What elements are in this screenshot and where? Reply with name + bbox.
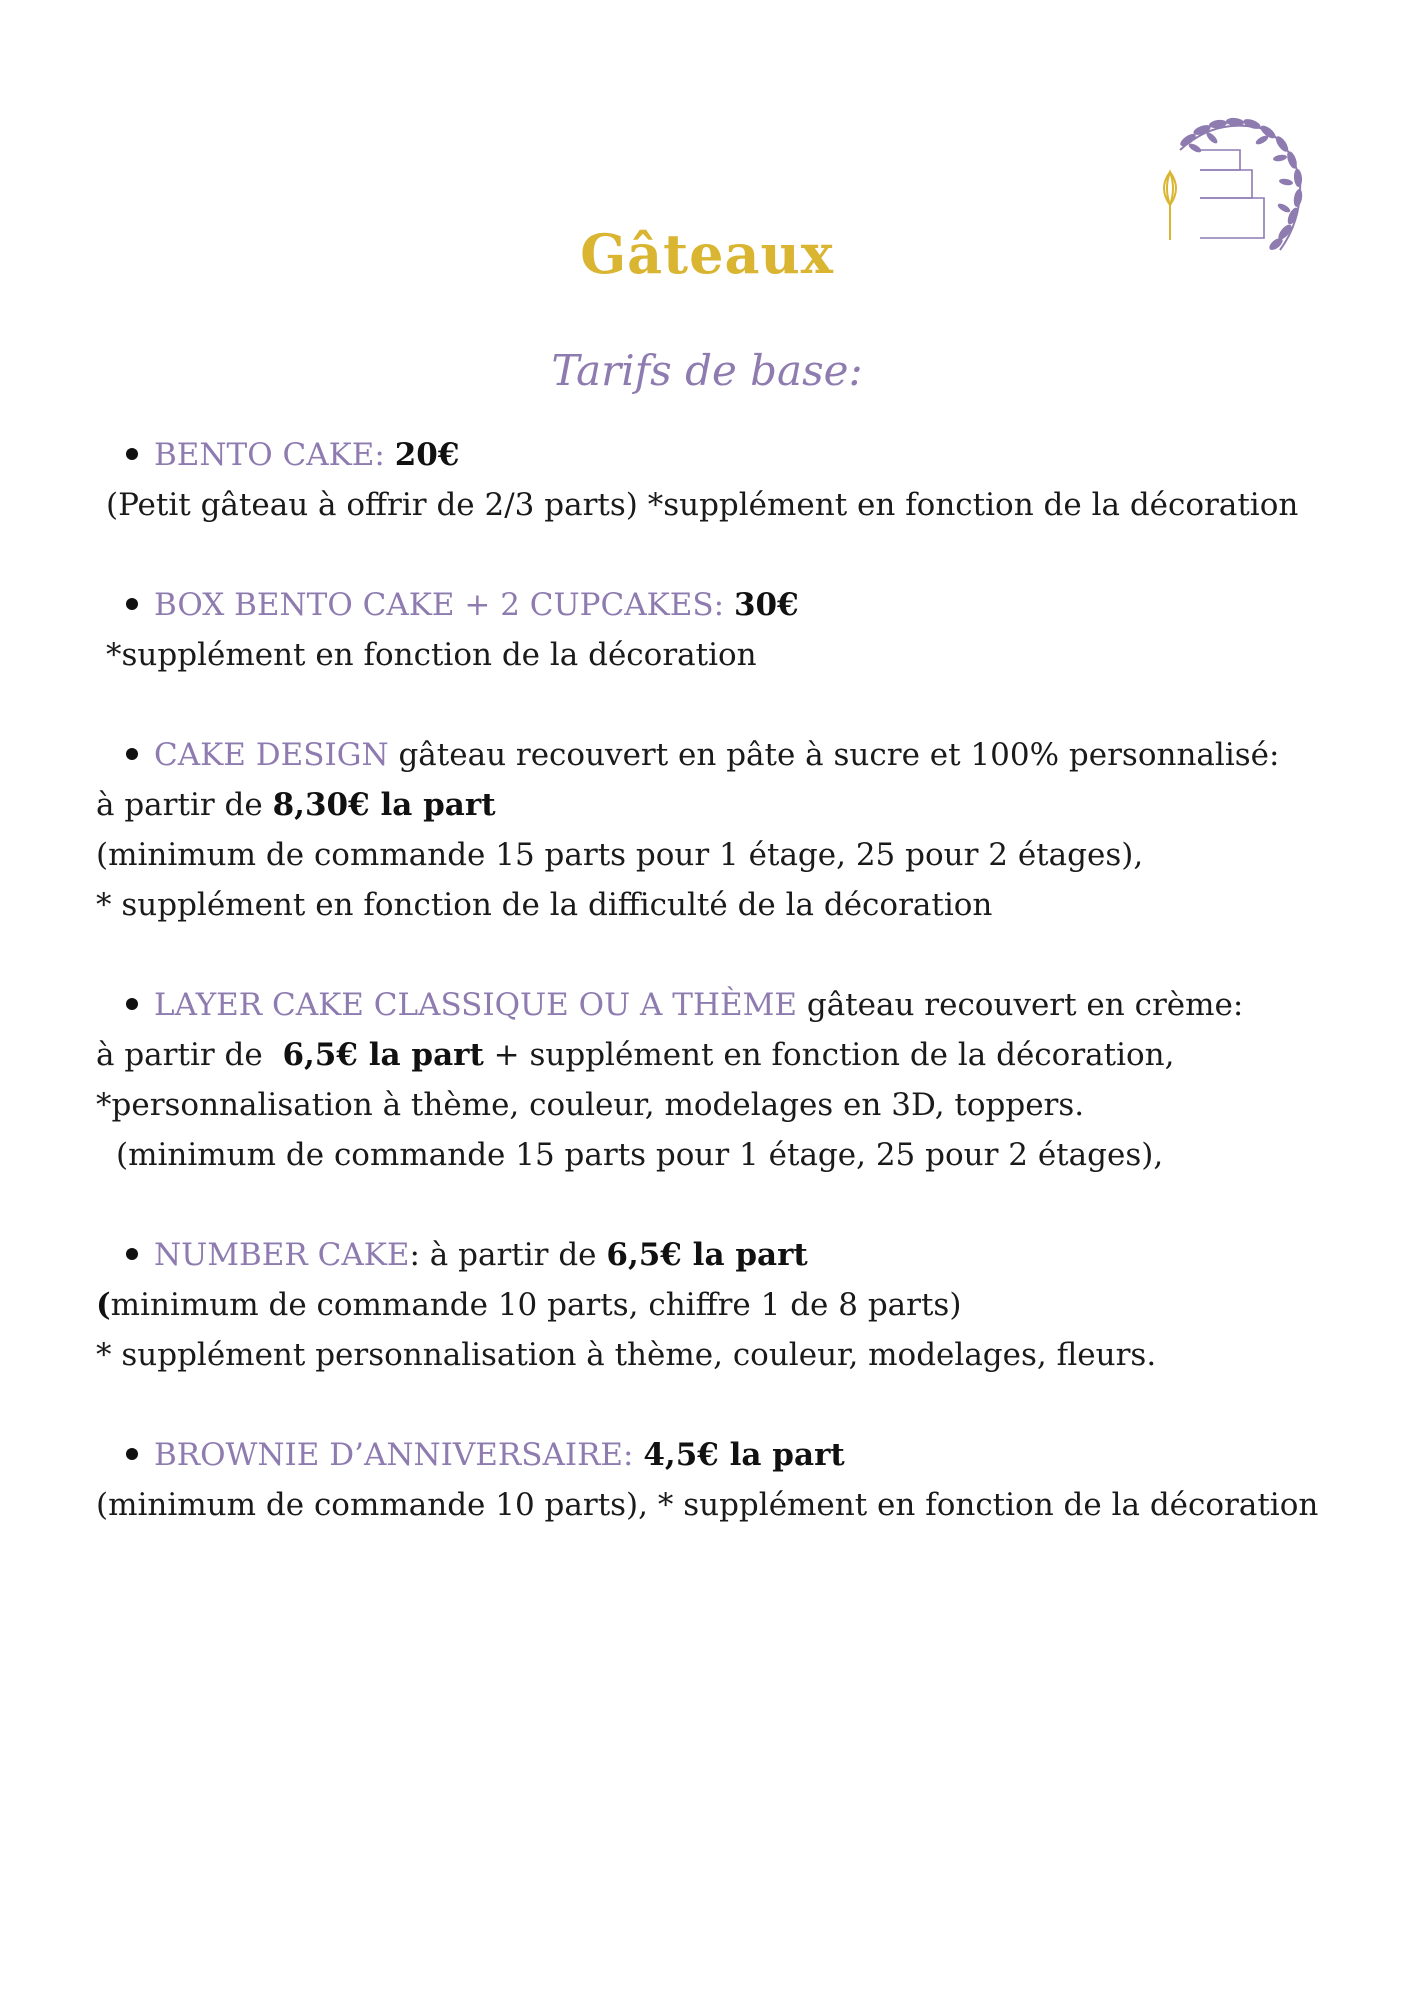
list-item [96, 430, 1356, 480]
item-text: ( [96, 1287, 111, 1323]
item-detail: * supplément en fonction de la difficulté de la décoration [96, 887, 993, 923]
list-item [96, 980, 1356, 1030]
item-price-line [96, 1030, 1356, 1080]
item-text: : à partir de [409, 1237, 607, 1273]
item-detail: (minimum de commande 10 parts), * supplément en fonction de la décoration [96, 1487, 1319, 1523]
item-price: 6,5€ la part [282, 1037, 484, 1073]
item-detail: (Petit gâteau à offrir de 2/3 parts) *supplément en fonction de la décoration [106, 487, 1299, 523]
item-price: 4,5€ la part [643, 1437, 845, 1473]
item-text [724, 587, 734, 623]
item-detail [96, 1280, 1356, 1330]
bullet-icon [126, 998, 138, 1010]
item-price: 30€ [733, 587, 799, 623]
item-text: gâteau recouvert en crème: [797, 987, 1244, 1023]
item-text: + supplément en fonction de la décoration, [483, 1037, 1175, 1073]
item-text: à partir de [96, 1037, 283, 1073]
list-item [96, 580, 1356, 630]
item-name: BROWNIE D’ANNIVERSAIRE: [154, 1437, 634, 1473]
bullet-icon [126, 448, 138, 460]
item-price: 20€ [394, 437, 460, 473]
bullet-icon [126, 598, 138, 610]
list-item [96, 1430, 1356, 1480]
list-item [96, 1230, 1356, 1280]
list-item [96, 730, 1356, 780]
item-text: gâteau recouvert en pâte à sucre et 100% personnalisé: [388, 737, 1280, 773]
item-price: 8,30€ la part [272, 787, 496, 823]
item-detail: (minimum de commande 15 parts pour 1 étage, 25 pour 2 étages), [116, 1137, 1164, 1173]
item-text [634, 1437, 644, 1473]
item-text [385, 437, 395, 473]
item-name: NUMBER CAKE [154, 1237, 410, 1273]
item-name: BOX BENTO CAKE + 2 CUPCAKES: [154, 587, 725, 623]
item-price-line [96, 780, 1356, 830]
item-text: à partir de [96, 787, 273, 823]
page-subtitle: Tarifs de base: [551, 346, 863, 395]
bullet-icon [126, 1248, 138, 1260]
item-detail: * supplément personnalisation à thème, couleur, modelages, fleurs. [96, 1337, 1157, 1373]
item-detail: *supplément en fonction de la décoration [106, 637, 757, 673]
item-name: LAYER CAKE CLASSIQUE OU A THÈME [154, 987, 797, 1023]
item-name: CAKE DESIGN [154, 737, 389, 773]
item-detail: *personnalisation à thème, couleur, modelages en 3D, toppers. [96, 1087, 1085, 1123]
item-price: 6,5€ la part [606, 1237, 808, 1273]
item-text: minimum de commande 10 parts, chiffre 1 de 8 parts) [110, 1287, 962, 1323]
page-title: Gâteaux [580, 222, 834, 286]
item-detail: (minimum de commande 15 parts pour 1 étage, 25 pour 2 étages), [96, 837, 1144, 873]
price-list [96, 430, 1356, 1530]
bullet-icon [126, 1448, 138, 1460]
item-name: BENTO CAKE: [154, 437, 385, 473]
bullet-icon [126, 748, 138, 760]
